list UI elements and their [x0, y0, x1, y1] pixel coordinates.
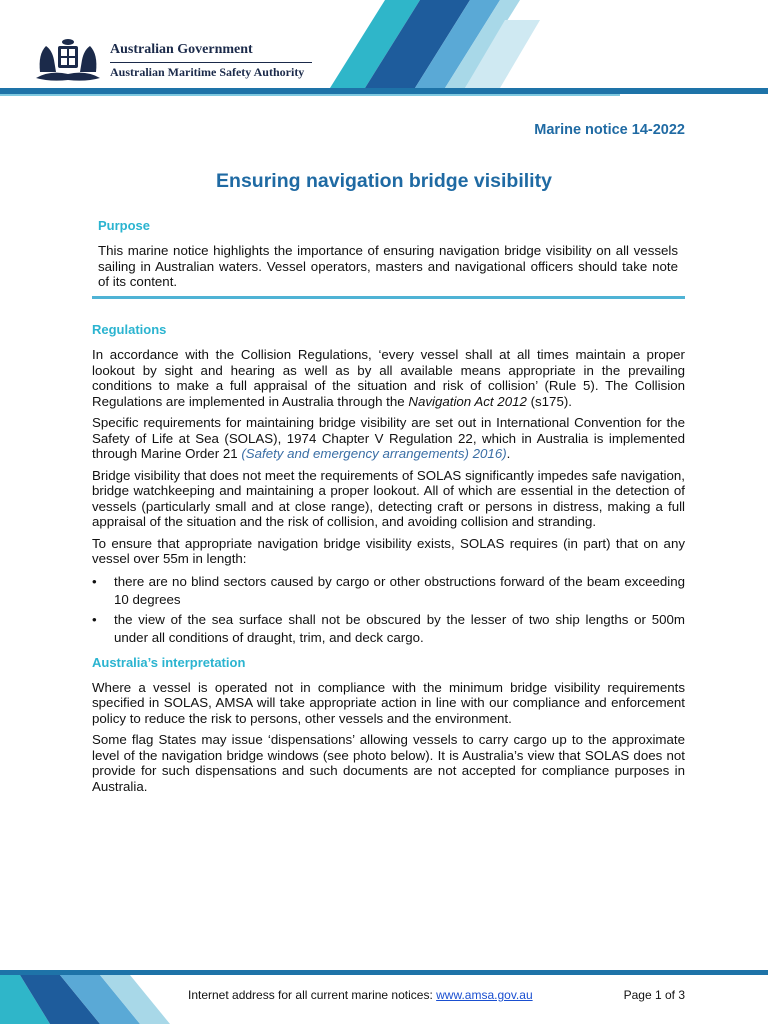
page-number: Page 1 of 3: [623, 988, 685, 1002]
purpose-section: [92, 218, 685, 299]
regulations-p2-end: .: [506, 446, 511, 461]
regulations-paragraph-2: [92, 415, 685, 462]
amsa-website-link[interactable]: www.amsa.gov.au: [436, 988, 533, 1002]
purpose-text: This marine notice highlights the importance of ensuring navigation bridge visibility on all vessels sailing in Australian waters. Vessel operators, masters and navigational officers should take note of its content.: [98, 243, 678, 289]
list-item: [92, 611, 685, 647]
navigation-act-title: Navigation Act 2012: [408, 393, 527, 409]
footer-text: [188, 988, 533, 1002]
regulations-p2-text: Specific requirements for maintaining bridge visibility are set out in International Convention for the Safety of Life at Sea (SOLAS), 1974 Chapter V Regulation 22, which in Australia is implemented through Marine Order 21: [92, 415, 685, 461]
list-item-text: there are no blind sectors caused by cargo or other obstructions forward of the beam exceeding 10 degrees: [114, 573, 685, 607]
regulations-paragraph-1: [92, 347, 685, 409]
interpretation-paragraph-2: Some flag States may issue ‘dispensations’ allowing vessels to carry cargo up to the approximate level of the navigation bridge windows (see photo below). It is Australia’s view that SOLAS does not provide for such dispensations and such documents are not accepted for compliance purposes in Australia.: [92, 732, 685, 794]
solas-requirements-list: [92, 573, 685, 647]
main-content: [92, 322, 685, 800]
purpose-divider: [92, 296, 685, 299]
regulations-paragraph-4: To ensure that appropriate navigation bridge visibility exists, SOLAS requires (in part) that on any vessel over 55m in length:: [92, 535, 685, 566]
interpretation-paragraph-1: Where a vessel is operated not in compliance with the minimum bridge visibility requirements specified in SOLAS, AMSA will take appropriate action in line with our compliance and enforcement policy to reduce the risk to persons, other vessels and the environment.: [92, 679, 685, 726]
page-title: Ensuring navigation bridge visibility: [216, 170, 552, 192]
regulations-p1-text: In accordance with the Collision Regulations, ‘every vessel shall at all times maintain a proper lookout by sight and hearing as well as by all available means appropriate in the prevailing conditions to make a full appraisal of the situation and risk of collision’ (Rule 5). The Collision Regulations are implemented in Australia through the: [92, 347, 685, 409]
agency-name: Australian Maritime Safety Authority: [110, 65, 305, 79]
regulations-heading: Regulations: [92, 322, 167, 337]
notice-number: Marine notice 14-2022: [534, 122, 685, 138]
list-item: [92, 573, 685, 609]
regulations-p1-end: (s175).: [526, 393, 572, 409]
interpretation-heading: Australia’s interpretation: [92, 654, 246, 670]
list-item-text: the view of the sea surface shall not be obscured by the lesser of two ship lengths or 500m under all conditions of draught, trim, and deck cargo.: [114, 611, 685, 645]
government-name: Australian Government: [110, 42, 253, 57]
bullet-icon: •: [92, 573, 97, 589]
coat-of-arms-icon: [30, 34, 106, 84]
bullet-icon: •: [92, 611, 97, 627]
footer-label: Internet address for all current marine notices:: [188, 988, 437, 1002]
marine-order-link[interactable]: (Safety and emergency arrangements) 2016): [241, 446, 507, 461]
header-divider: [110, 62, 312, 63]
purpose-heading: Purpose: [98, 218, 151, 233]
regulations-paragraph-3: Bridge visibility that does not meet the requirements of SOLAS significantly impedes safe navigation, bridge watchkeeping and maintaining a proper lookout. All of which are essential in the detection of vessels (particularly small and at close range), detecting craft or persons in distress, making a full appraisal of the situation and the risk of collision, and avoiding collision and stranding.: [92, 467, 685, 529]
